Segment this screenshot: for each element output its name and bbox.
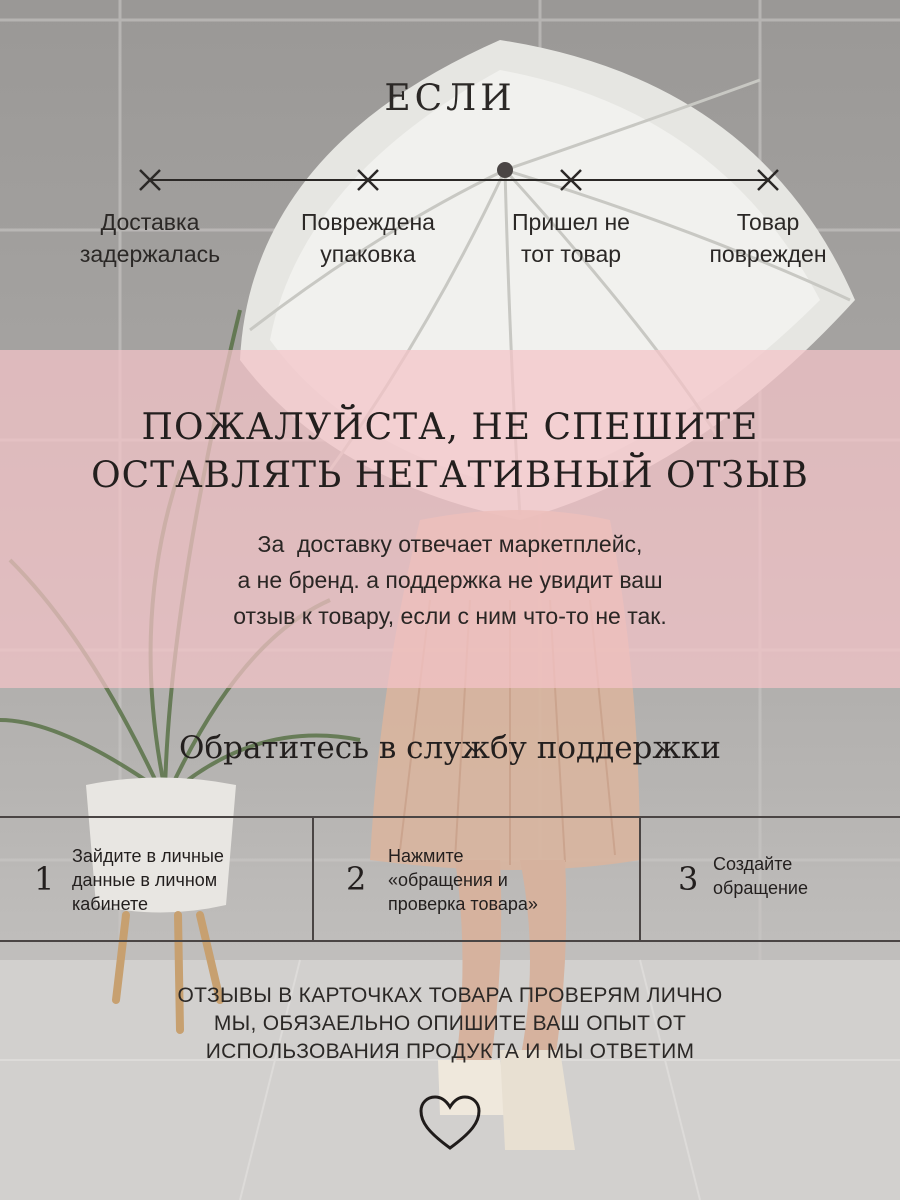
banner-subtext xyxy=(0,526,900,634)
banner-headline xyxy=(0,404,900,500)
step-number: 3 xyxy=(678,860,699,898)
reason-label: задержалась xyxy=(79,241,221,267)
headline-line: ОСТАВЛЯТЬ НЕГАТИВНЫЙ ОТЗЫВ xyxy=(91,455,809,496)
reason-label: поврежден xyxy=(709,241,827,267)
divider xyxy=(0,816,900,818)
step-line: Нажмите xyxy=(388,846,464,866)
footer-line: ИСПОЛЬЗОВАНИЯ ПРОДУКТА И МЫ ОТВЕТИМ xyxy=(205,1040,695,1063)
reason-label: Товар xyxy=(736,209,800,235)
reason-delivery-delayed xyxy=(50,206,250,270)
step-line: «обращения и xyxy=(388,870,508,890)
divider xyxy=(0,940,900,942)
heart-icon xyxy=(418,1094,482,1152)
subtext-line: За доставку отвечает маркетплейс, xyxy=(257,531,643,557)
reason-label: тот товар xyxy=(520,241,622,267)
support-title: Обратитесь в службу поддержки xyxy=(179,730,721,766)
step-text xyxy=(72,844,224,916)
divider xyxy=(639,816,641,942)
reason-label: Повреждена xyxy=(301,209,435,235)
step-number: 1 xyxy=(34,860,55,898)
reason-label: Пришел не xyxy=(512,209,630,235)
step-line: кабинете xyxy=(72,894,149,914)
step-number: 2 xyxy=(346,860,367,898)
reason-item-damaged xyxy=(668,206,868,270)
steps-grid xyxy=(0,816,900,942)
subtext-line: отзыв к товару, если с ним что-то не так. xyxy=(233,603,667,629)
footer-line: МЫ, ОБЯЗАЕЛЬНО ОПИШИТЕ ВАШ ОПЫТ ОТ xyxy=(213,1012,687,1035)
reason-wrong-item xyxy=(471,206,671,270)
reason-package-damaged xyxy=(268,206,468,270)
footer-note xyxy=(0,982,900,1066)
reasons-timeline xyxy=(0,160,900,200)
step-line: обращение xyxy=(713,878,808,898)
step-text xyxy=(388,844,538,916)
subtext-line: а не бренд. а поддержка не увидит ваш xyxy=(237,567,663,593)
pink-banner xyxy=(0,350,900,688)
reason-label: Доставка xyxy=(100,209,200,235)
divider xyxy=(312,816,314,942)
step-line: Зайдите в личные xyxy=(72,846,224,866)
step-line: данные в личном xyxy=(72,870,218,890)
headline-line: ПОЖАЛУЙСТА, НЕ СПЕШИТЕ xyxy=(141,407,759,448)
page-title: ЕСЛИ xyxy=(384,78,516,119)
reason-label: упаковка xyxy=(320,241,416,267)
step-text xyxy=(713,852,808,900)
step-line: проверка товара» xyxy=(388,894,538,914)
footer-line: ОТЗЫВЫ В КАРТОЧКАХ ТОВАРА ПРОВЕРЯМ ЛИЧНО xyxy=(177,984,723,1007)
step-line: Создайте xyxy=(713,854,793,874)
